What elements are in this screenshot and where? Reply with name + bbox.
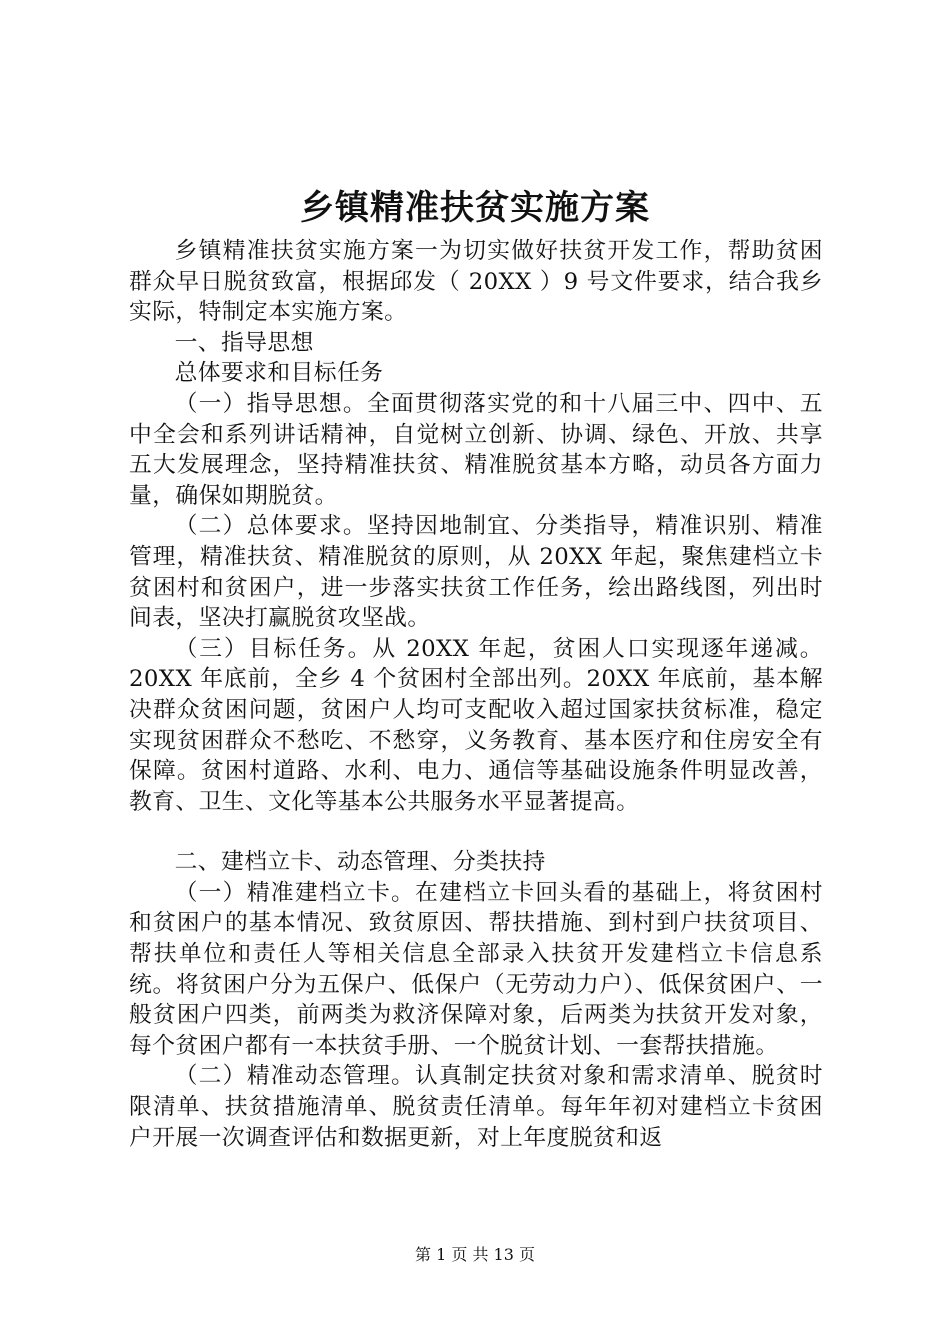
body-paragraph: （三）目标任务。从 20XX 年起，贫困人口实现逐年递减。20XX 年底前，全乡 4 个贫困村全部出列。20XX 年底前，基本解决群众贫困问题，贫困户人均可支配收入超过国家扶贫标准，稳定实现贫困群众不愁吃、不愁穿，义务教育、基本医疗和住房安全有保障。贫困村道路、水利、电力、通信等基础设施条件明显改善，教育、卫生、文化等基本公共服务水平显著提高。 (129, 635, 823, 815)
body-paragraph: 乡镇精准扶贫实施方案一为切实做好扶贫开发工作，帮助贫困群众早日脱贫致富，根据邱发（ 20XX ）9 号文件要求，结合我乡实际，特制定本实施方案。 (129, 238, 823, 326)
body-paragraph: （二）精准动态管理。认真制定扶贫对象和需求清单、脱贫时限清单、扶贫措施清单、脱贫责任清单。每年年初对建档立卡贫困户开展一次调查评估和数据更新，对上年度脱贫和返 (129, 1063, 823, 1151)
body-paragraph: （一）精准建档立卡。在建档立卡回头看的基础上，将贫困村和贫困户的基本情况、致贫原因、帮扶措施、到村到户扶贫项目、帮扶单位和责任人等相关信息全部录入扶贫开发建档立卡信息系统。将贫困户分为五保户、低保户（无劳动力户）、低保贫困户、一般贫困户四类，前两类为救济保障对象，后两类为扶贫开发对象，每个贫困户都有一本扶贫手册、一个脱贫计划、一套帮扶措施。 (129, 879, 823, 1059)
section-heading: 总体要求和目标任务 (174, 360, 384, 387)
page-footer: 第 1 页 共 13 页 (415, 1245, 535, 1264)
body-paragraph: （一）指导思想。全面贯彻落实党的和十八届三中、四中、五中全会和系列讲话精神，自觉树立创新、协调、绿色、开放、共享五大发展理念，坚持精准扶贫、精准脱贫基本方略，动员各方面力量，确保如期脱贫。 (129, 390, 823, 509)
body-paragraph: （二）总体要求。坚持因地制宜、分类指导，精准识别、精准管理，精准扶贫、精准脱贫的原则，从 20XX 年起，聚焦建档立卡贫困村和贫困户，进一步落实扶贫工作任务，绘出路线图，列出时间表，坚决打赢脱贫攻坚战。 (129, 513, 823, 632)
section-heading: 一、指导思想 (174, 329, 314, 356)
paragraph-gap (129, 817, 823, 847)
section-heading: 二、建档立卡、动态管理、分类扶持 (174, 849, 546, 876)
document-title: 乡镇精准扶贫实施方案 (300, 188, 650, 228)
document-body (129, 236, 823, 1153)
